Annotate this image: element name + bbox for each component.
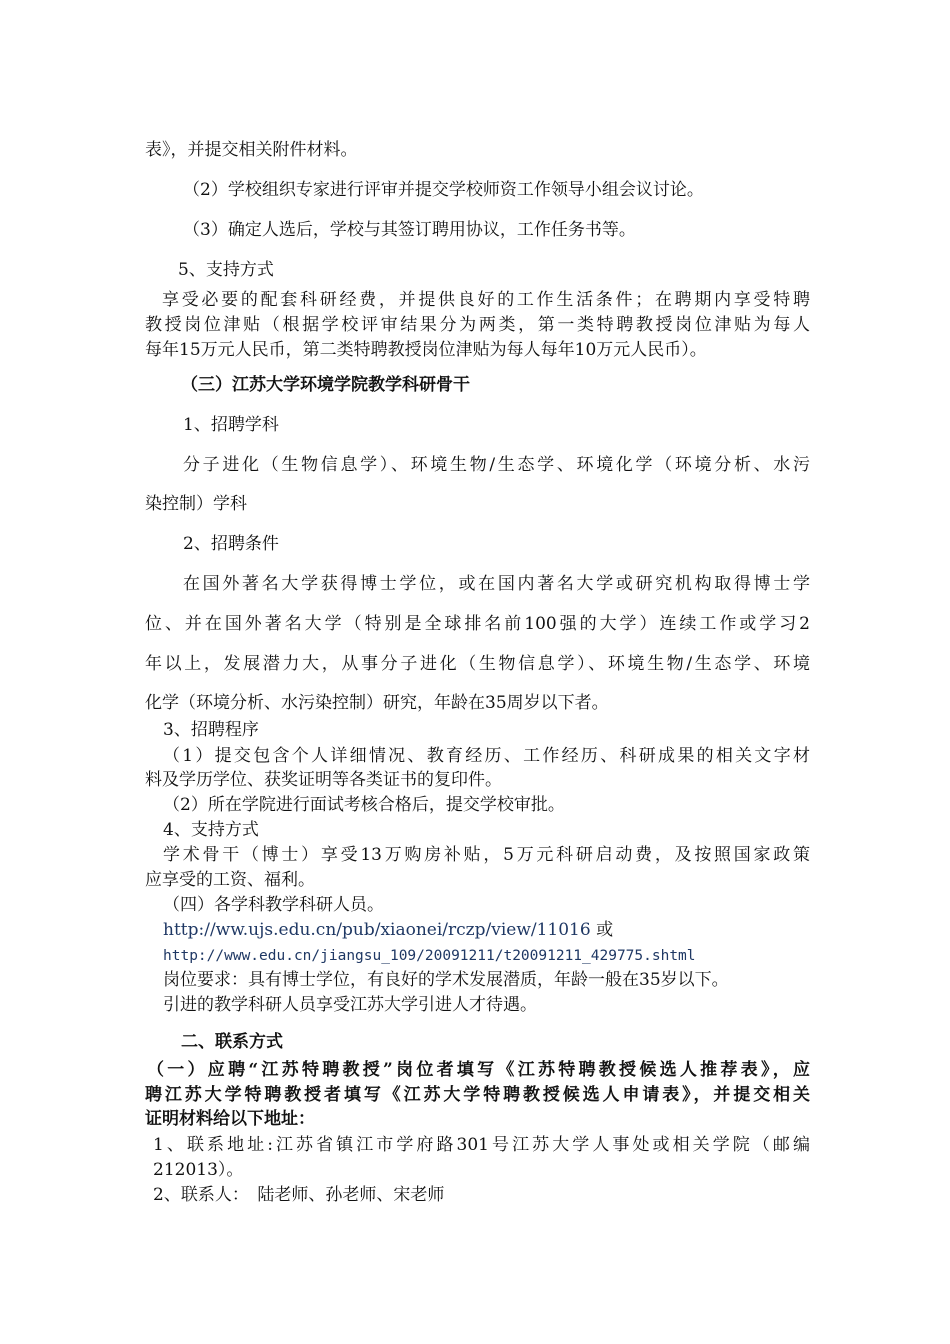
text-line: 享受必要的配套科研经费，并提供良好的工作生活条件；在聘期内享受特聘 (162, 290, 810, 310)
section-heading: 5、支持方式 (178, 260, 274, 280)
text-line: （2）学校组织专家进行评审并提交学校师资工作领导小组会议讨论。 (183, 180, 704, 200)
link-line (163, 918, 828, 942)
text-line: 表》，并提交相关附件材料。 (145, 140, 358, 160)
section-heading: 2、招聘条件 (183, 534, 279, 554)
text-line: 位、并在国外著名大学（特别是全球排名前100强的大学）连续工作或学习2 (145, 614, 810, 634)
text-line: （3）确定人选后，学校与其签订聘用协议，工作任务书等。 (183, 220, 636, 240)
text-line: 年以上，发展潜力大，从事分子进化（生物信息学）、环境生物/生态学、环境 (145, 654, 810, 674)
text-line: 在国外著名大学获得博士学位，或在国内著名大学或研究机构取得博士学 (183, 574, 810, 594)
or-text: 或 (596, 920, 614, 940)
section-heading: 1、招聘学科 (183, 415, 279, 435)
text-line: 化学（环境分析、水污染控制）研究，年龄在35周岁以下者。 (145, 693, 609, 713)
text-line: 证明材料给以下地址： (145, 1109, 315, 1129)
text-line: 2、联系人： 陆老师、孙老师、宋老师 (153, 1185, 445, 1205)
text-line: 引进的教学科研人员享受江苏大学引进人才待遇。 (163, 995, 537, 1015)
url-link[interactable]: http://www.edu.cn/jiangsu_109/20091211/t20091211_429775.shtml (163, 948, 696, 964)
text-line: 聘江苏大学特聘教授者填写《江苏大学特聘教授候选人申请表》，并提交相关 (145, 1085, 810, 1105)
section-heading: （三）江苏大学环境学院教学科研骨干 (181, 375, 470, 395)
text-line: 应享受的工资、福利。 (145, 870, 315, 890)
text-line: 1、联系地址:江苏省镇江市学府路301号江苏大学人事处或相关学院（邮编 (153, 1135, 810, 1155)
text-line: 学术骨干（博士）享受13万购房补贴，5万元科研启动费，及按照国家政策 (163, 845, 810, 865)
text-line: 212013）。 (153, 1160, 244, 1180)
text-line: （1）提交包含个人详细情况、教育经历、工作经历、科研成果的相关文字材 (163, 746, 810, 766)
section-heading: 3、招聘程序 (163, 720, 259, 740)
text-line: 分子进化（生物信息学）、环境生物/生态学、环境化学（环境分析、水污 (183, 455, 810, 475)
text-line: 每年15万元人民币，第二类特聘教授岗位津贴为每人每年10万元人民币）。 (145, 340, 707, 360)
text-line: 染控制）学科 (145, 494, 247, 514)
section-heading: （四）各学科教学科研人员。 (163, 895, 384, 915)
text-line: （一）应聘“江苏特聘教授”岗位者填写《江苏特聘教授候选人推荐表》，应 (147, 1060, 810, 1080)
text-line: 教授岗位津贴（根据学校评审结果分为两类，第一类特聘教授岗位津贴为每人 (145, 315, 810, 335)
section-heading: 二、联系方式 (181, 1032, 283, 1052)
text-line: （2）所在学院进行面试考核合格后，提交学校审批。 (163, 795, 565, 815)
text-line: 岗位要求：具有博士学位，有良好的学术发展潜质，年龄一般在35岁以下。 (163, 970, 729, 990)
url-link[interactable]: http://ww.ujs.edu.cn/pub/xiaonei/rczp/view/11016 (163, 920, 591, 940)
text-line: 料及学历学位、获奖证明等各类证书的复印件。 (145, 770, 502, 790)
section-heading: 4、支持方式 (163, 820, 259, 840)
